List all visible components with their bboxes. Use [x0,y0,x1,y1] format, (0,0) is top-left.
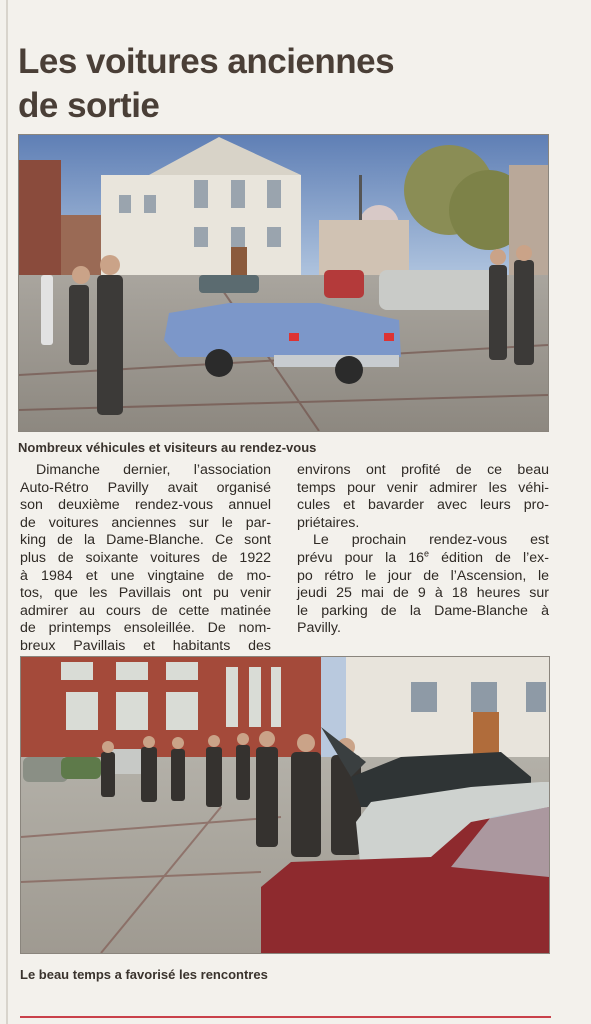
page-edge [6,0,8,1024]
text-line: cules et bavarder avec leurs pro- [297,497,549,514]
headline-line-1: Les voitures anciennes [18,42,395,81]
text-line: po rétro le jour de l’Ascension, le [297,567,549,584]
text-line: king de la Dame-Blanche. Ce sont [20,532,271,549]
text-line: temps pour venir admirer les véhi- [297,479,549,496]
text-line: breux Pavillais et habitants des [20,637,271,654]
text-line: Le prochain rendez-vous est [313,532,549,549]
text-line: tos, que les Pavillais ont pu venir [20,585,271,602]
edition-text-a: prévu pour la 16 [297,549,425,566]
text-line: le parking de la Dame-Blanche à [297,602,549,619]
edition-superscript: e [424,548,430,559]
paragraph-1-cont [20,480,271,656]
paragraph-1 [20,462,271,480]
text-line: priétaires. [297,514,360,531]
headline-line-2: de sortie [18,86,160,125]
text-line: de voitures anciennes sur le par- [20,514,271,531]
text-line: Dimanche dernier, l’association [36,462,271,478]
text-line: son deuxième rendez-vous annuel [20,497,271,514]
article-column-left [20,462,271,656]
paragraph-2 [297,532,549,638]
text-line-edition [297,550,549,568]
paragraph-1-end [297,462,549,532]
photo1-caption: Nombreux véhicules et visiteurs au rendez-vous [18,440,317,455]
edition-text-b: édition de l’ex- [429,549,549,566]
text-line: environs ont profité de ce beau [297,462,549,478]
photo2-illustration [21,657,549,953]
photo-crowd-brick-building [20,656,550,954]
text-line: de printemps ensoleillée. De nom- [20,620,271,637]
text-line: Pavilly. [297,620,341,637]
text-line: plus de soixante voitures de 1922 [20,549,271,566]
article-column-right [297,462,549,638]
text-line: jeudi 25 mai de 9 à 18 heures sur [297,585,549,602]
photo-classic-cars-parking [18,134,549,432]
article-headline [18,40,558,128]
text-line: à 1984 et une vingtaine de mo- [20,567,271,584]
text-line: admirer au cours de cette matinée [20,602,271,619]
bottom-rule [20,1016,551,1018]
photo2-caption: Le beau temps a favorisé les rencontres [20,967,268,982]
text-line: Auto-Rétro Pavilly avait organisé [20,479,271,496]
photo1-illustration [19,135,548,431]
